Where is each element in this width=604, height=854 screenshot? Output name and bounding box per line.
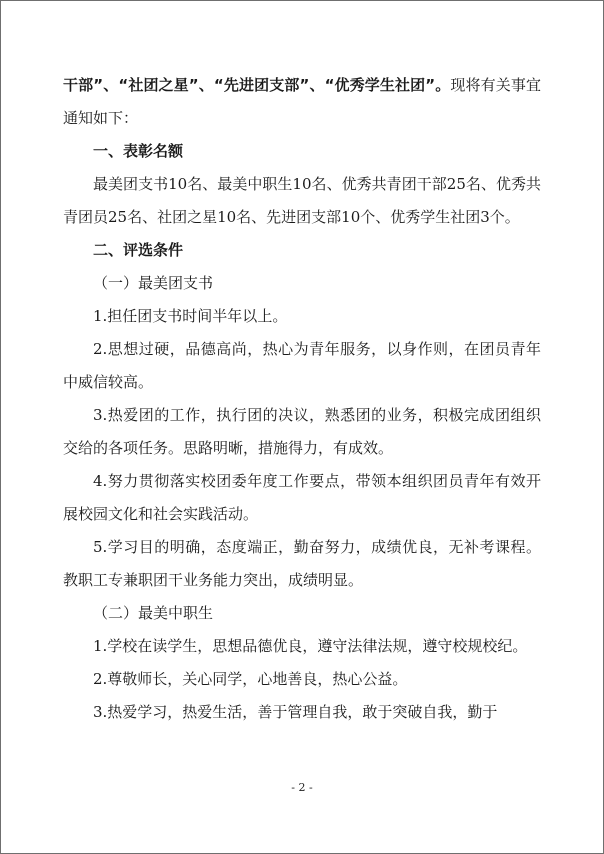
award-names-bold: 干部”、“社团之星”、“先进团支部”、“优秀学生社团”。	[63, 76, 451, 94]
subheading-best-vocational-student: （二）最美中职生	[93, 604, 214, 622]
criteria-item: 2.思想过硬，品德高尚，热心为青年服务，以身作则，在团员青年中威信较高。	[63, 340, 541, 391]
subheading-best-branch-secretary: （一）最美团支书	[93, 274, 214, 292]
opening-text: 现将有关事宜通知如下：	[63, 76, 541, 127]
opening-paragraph	[63, 69, 541, 135]
criteria-item: 5.学习目的明确，态度端正，勤奋努力，成绩优良，无补考课程。教职工专兼职团干业务能力突出，成绩明显。	[63, 538, 541, 589]
criteria-item: 2.尊敬师长，关心同学，心地善良，热心公益。	[93, 670, 408, 688]
document-body	[63, 69, 541, 729]
section-heading-criteria: 二、评选条件	[93, 241, 184, 259]
page-number: - 2 -	[291, 781, 313, 794]
criteria-item: 4.努力贯彻落实校团委年度工作要点，带领本组织团员青年有效开展校园文化和社会实践活动。	[63, 472, 541, 523]
criteria-item: 3.热爱学习，热爱生活，善于管理自我，敢于突破自我，勤于	[93, 703, 498, 721]
section-heading-award-quota: 一、表彰名额	[93, 142, 184, 160]
award-quota-paragraph: 最美团支书10名、最美中职生10名、优秀共青团干部25名、优秀共青团员25名、社团之星10名、先进团支部10个、优秀学生社团3个。	[63, 175, 541, 226]
criteria-item: 3.热爱团的工作，执行团的决议，熟悉团的业务，积极完成团组织交给的各项任务。思路明晰，措施得力，有成效。	[63, 406, 541, 457]
criteria-item: 1.学校在读学生，思想品德优良，遵守法律法规，遵守校规校纪。	[93, 637, 528, 655]
criteria-item: 1.担任团支书时间半年以上。	[93, 307, 288, 325]
